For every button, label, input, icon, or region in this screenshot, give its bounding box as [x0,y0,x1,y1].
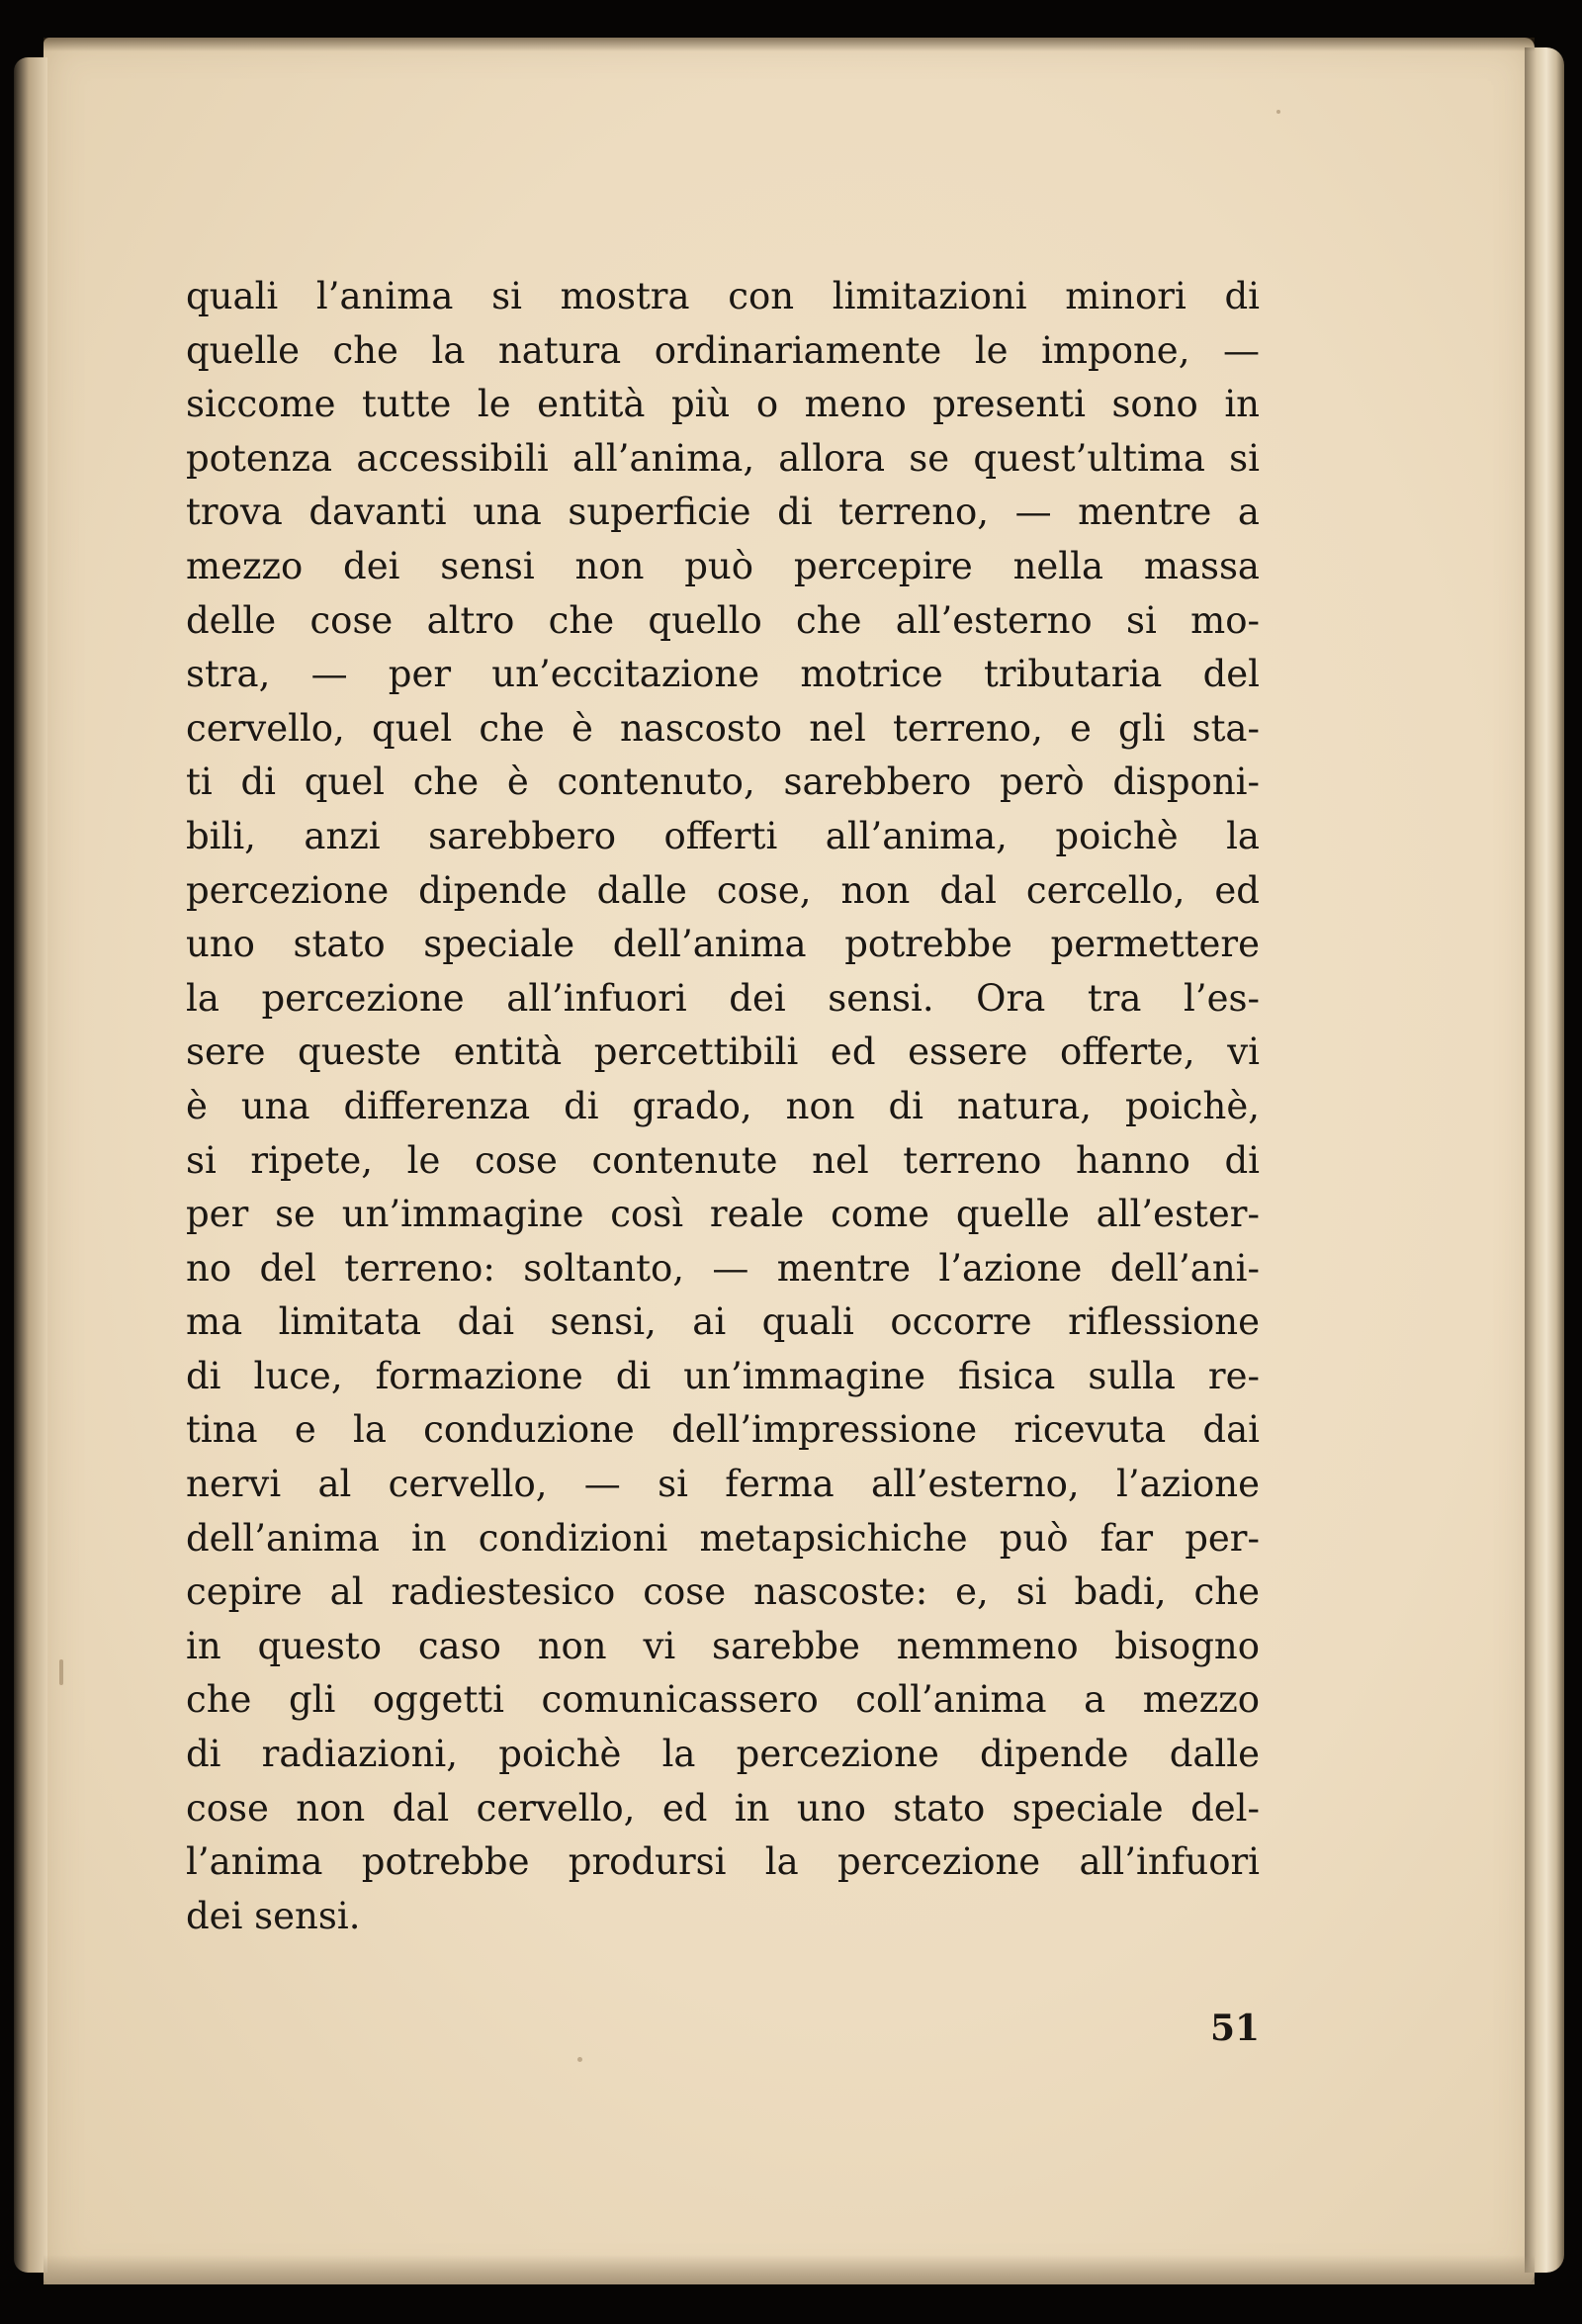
text-line: percezione dipende dalle cose, non dal cercello, ed [186,868,1260,912]
text-line: delle cose altro che quello che all’esterno si mo- [186,598,1260,642]
text-line: dell’anima in condizioni metapsichiche può far per- [186,1516,1260,1560]
text-line: per se un’immagine così reale come quelle all’ester- [186,1193,1260,1236]
page-top-shadow [44,38,1535,51]
text-line: no del terreno: soltanto, — mentre l’azione dell’ani- [186,1246,1260,1290]
text-line: potenza accessibili all’anima, allora se quest’ultima si [186,436,1260,480]
body-text [186,270,1260,1943]
text-line: bili, anzi sarebbero offerti all’anima, poichè la [186,814,1260,857]
text-line: che gli oggetti comunicassero coll’anima a mezzo [186,1678,1260,1722]
page-bottom-edge [44,2255,1535,2284]
text-line: è una differenza di grado, non di natura, poichè, [186,1084,1260,1127]
text-line: uno stato speciale dell’anima potrebbe permettere [186,923,1260,966]
paper-spot [1276,110,1280,114]
paper-spot [577,2057,582,2062]
text-line: tina e la conduzione dell’impressione ricevuta dai [186,1408,1260,1452]
text-line: cose non dal cervello, ed in uno stato speciale del- [186,1786,1260,1830]
text-line: dei sensi. [186,1894,361,1937]
page-fore-edge [1525,47,1564,2273]
page-gutter-edge [14,57,47,2273]
text-line: di luce, formazione di un’immagine fisica sulla re- [186,1354,1260,1397]
text-line: si ripete, le cose contenute nel terreno hanno di [186,1138,1260,1182]
text-line: stra, — per un’eccitazione motrice tributaria del [186,653,1260,696]
text-line: cervello, quel che è nascosto nel terreno, e gli sta- [186,706,1260,750]
page-number: 51 [1210,2008,1261,2049]
text-line: quelle che la natura ordinariamente le impone, — [186,328,1260,372]
text-line: ma limitata dai sensi, ai quali occorre riflessione [186,1300,1260,1344]
text-line: mezzo dei sensi non può percepire nella massa [186,544,1260,587]
text-line: quali l’anima si mostra con limitazioni minori di [186,275,1260,317]
text-line: l’anima potrebbe prodursi la percezione all’infuori [186,1840,1260,1884]
text-line: sere queste entità percettibili ed essere offerte, vi [186,1030,1260,1074]
text-line: di radiazioni, poichè la percezione dipende dalle [186,1733,1260,1776]
text-line: siccome tutte le entità più o meno presenti sono in [186,383,1260,426]
text-line: cepire al radiestesico cose nascoste: e, si badi, che [186,1570,1260,1614]
text-line: trova davanti una superficie di terreno, — mentre a [186,491,1260,534]
paper-spot [59,1659,63,1685]
text-line: ti di quel che è contenuto, sarebbero però disponi- [186,760,1260,804]
text-line: in questo caso non vi sarebbe nemmeno bisogno [186,1624,1260,1667]
text-line: nervi al cervello, — si ferma all’esterno, l’azione [186,1463,1260,1506]
text-line: la percezione all’infuori dei sensi. Ora tra l’es- [186,976,1260,1020]
